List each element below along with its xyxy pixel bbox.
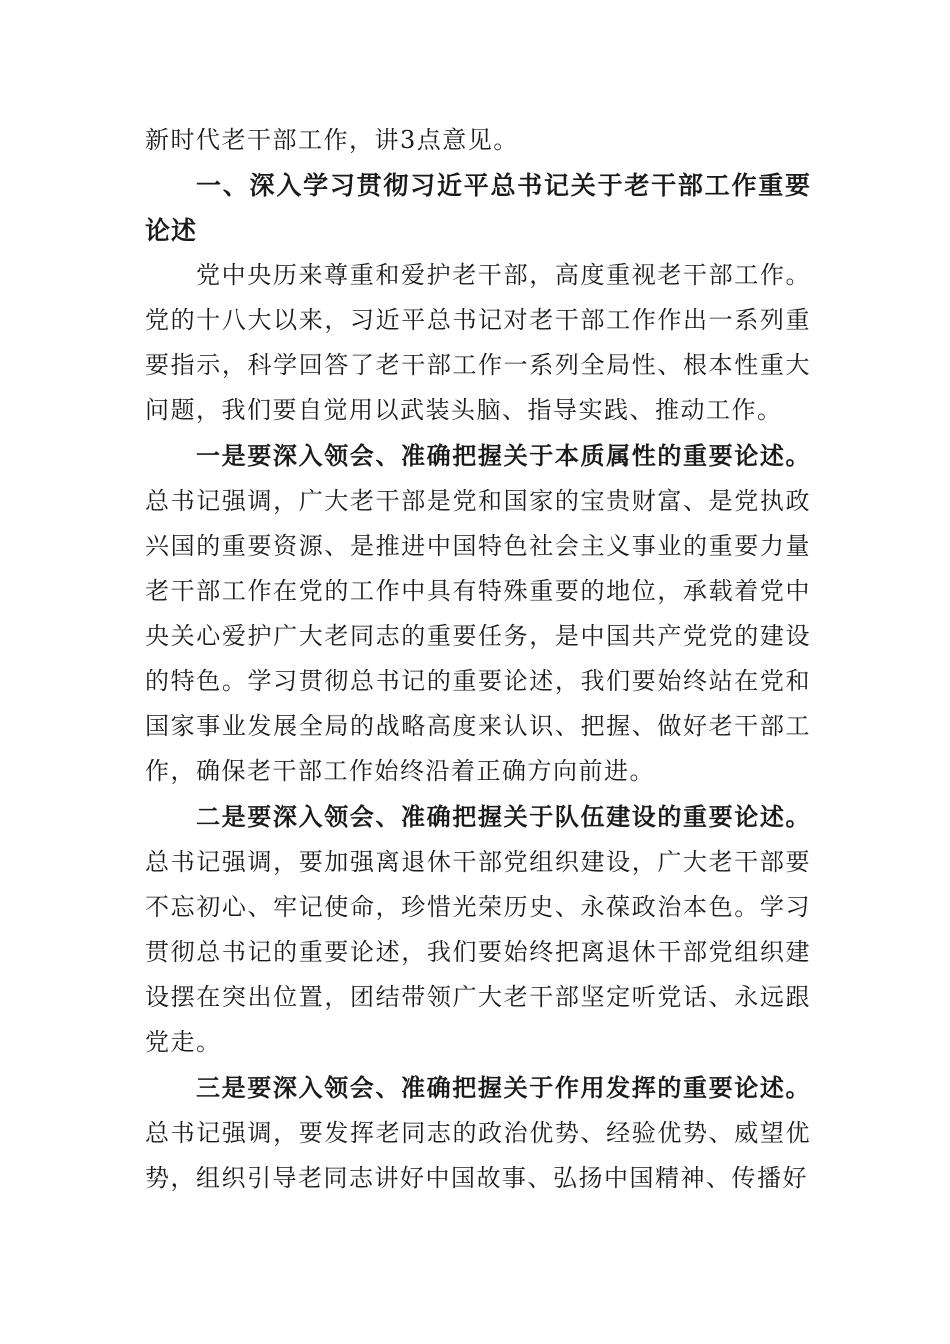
paragraph-overview: 党中央历来尊重和爱护老干部，高度重视老干部工作。党的十八大以来，习近平总书记对老干部工作作出一系列重要指示，科学回答了老干部工作一系列全局性、根本性重大问题，我们要自觉用以武装头脑、指导实践、推动工作。 bbox=[145, 261, 811, 424]
paragraph-point-2 bbox=[145, 794, 811, 1065]
point-2-body: 总书记强调，要加强离退休干部党组织建设，广大老干部要不忘初心、牢记使命，珍惜光荣历史、永葆政治本色。学习贯彻总书记的重要论述，我们要始终把离退休干部党组织建设摆在突出位置，团结带领广大老干部坚定听党话、永远跟党走。 bbox=[145, 848, 811, 1056]
document-body bbox=[145, 118, 811, 1201]
point-2-lead: 二是要深入领会、准确把握关于队伍建设的重要论述。 bbox=[196, 802, 811, 831]
point-3-body: 总书记强调，要发挥老同志的政治优势、经验优势、威望优势，组织引导老同志讲好中国故事、弘扬中国精神、传播好 bbox=[145, 1119, 811, 1192]
intro-line: 新时代老干部工作，讲3点意见。 bbox=[145, 126, 519, 154]
paragraph-point-1 bbox=[145, 433, 811, 794]
paragraph-point-3 bbox=[145, 1065, 811, 1201]
section-heading: 一、深入学习贯彻习近平总书记关于老干部工作重要论述 bbox=[145, 171, 811, 245]
point-1-body: 总书记强调，广大老干部是党和国家的宝贵财富、是党执政兴国的重要资源、是推进中国特色社会主义事业的重要力量老干部工作在党的工作中具有特殊重要的地位，承载着党中央关心爱护广大老同志的重要任务，是中国共产党党的建设的特色。学习贯彻总书记的重要论述，我们要始终站在党和国家事业发展全局的战略高度来认识、把握、做好老干部工作，确保老干部工作始终沿着正确方向前进。 bbox=[145, 487, 811, 785]
point-1-lead: 一是要深入领会、准确把握关于本质属性的重要论述。 bbox=[196, 441, 811, 470]
point-3-lead: 三是要深入领会、准确把握关于作用发挥的重要论述。 bbox=[196, 1073, 811, 1102]
